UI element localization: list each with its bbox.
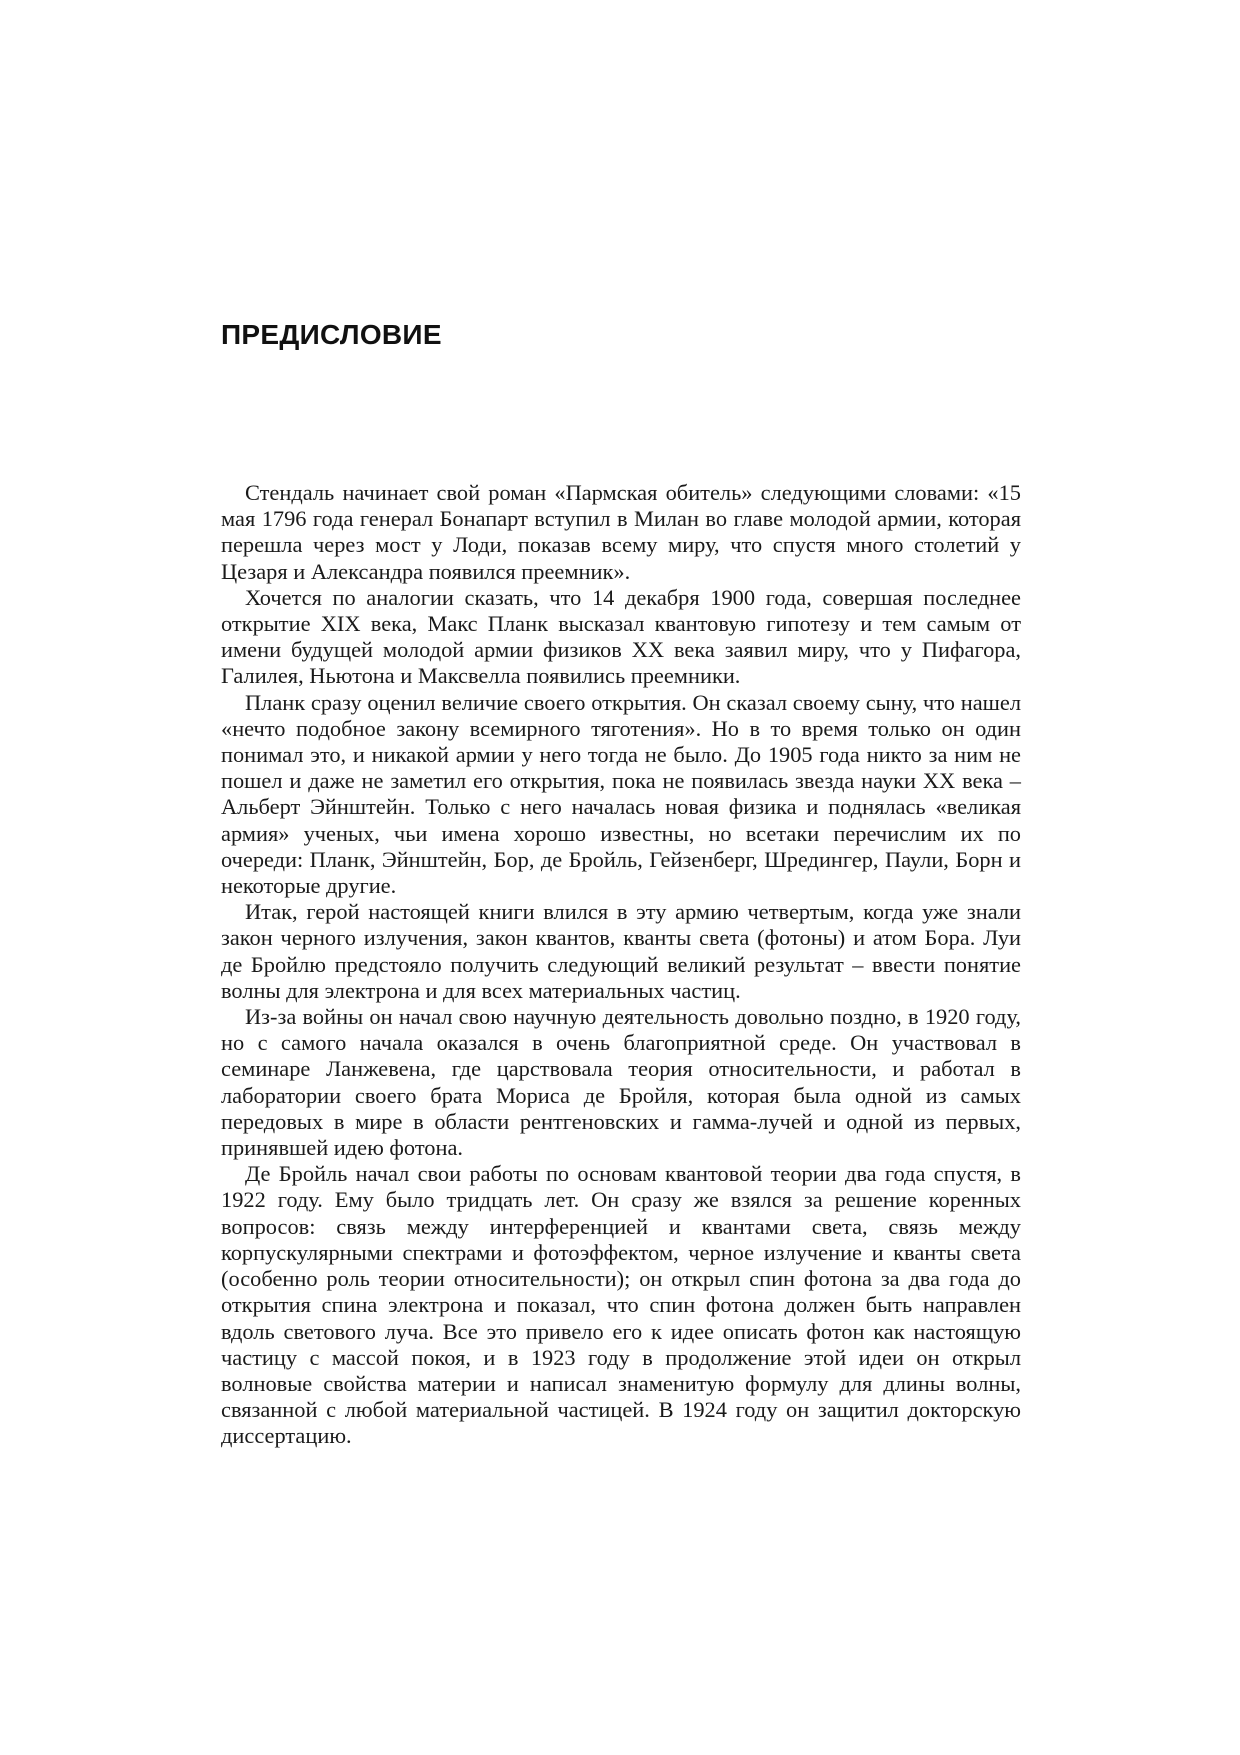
chapter-heading: ПРЕДИСЛОВИЕ [221, 319, 442, 350]
body-text [221, 480, 1021, 1450]
paragraph: Итак, герой настоящей книги влился в эту армию четвертым, когда уже знали закон черного излучения, закон квантов, кванты света (фотоны) и атом Бора. Луи де Бройлю предстояло получить следующий великий результат – ввести понятие волны для электрона и для всех материальных частиц. [221, 899, 1021, 1003]
paragraph: Де Бройль начал свои работы по основам квантовой теории два года спустя, в 1922 году. Ему было тридцать лет. Он сразу же взялся за решение коренных вопросов: связь между интерференцией и квантами света, связь между корпускулярными спектрами и фотоэффектом, черное излучение и кванты света (особенно роль теории относительности); он открыл спин фотона за два года до открытия спина электрона и показал, что спин фотона должен быть направлен вдоль светового луча. Все это привело его к идее описать фотон как настоящую частицу с массой покоя, и в 1923 году в продолжение этой идеи он открыл волновые свойства материи и написал знаменитую формулу для длины волны, связанной с любой материальной частицей. В 1924 году он защитил докторскую диссертацию. [221, 1161, 1021, 1449]
paragraph: Планк сразу оценил величие своего открытия. Он сказал своему сыну, что нашел «нечто подобное закону всемирного тяготения». Но в то время только он один понимал это, и никакой армии у него тогда не было. До 1905 года никто за ним не пошел и даже не заметил его открытия, пока не появилась звезда науки XX века – Альберт Эйнштейн. Только с него началась новая физика и поднялась «великая армия» ученых, чьи имена хорошо известны, но всетаки перечислим их по очереди: Планк, Эйнштейн, Бор, де Бройль, Гейзенберг, Шредингер, Паули, Борн и некоторые другие. [221, 689, 1021, 899]
paragraph: Из-за войны он начал свою научную деятельность довольно поздно, в 1920 году, но с самого начала оказался в очень благоприятной среде. Он участвовал в семинаре Ланжевена, где царствовала теория относительности, и работал в лаборатории своего брата Мориса де Бройля, которая была одной из самых передовых в мире в области рентгеновских и гамма-лучей и одной из первых, принявшей идею фотона. [221, 1004, 1021, 1161]
paragraph: Стендаль начинает свой роман «Пармская обитель» следующими словами: «15 мая 1796 года генерал Бонапарт вступил в Милан во главе молодой армии, которая перешла через мост у Лоди, показав всему миру, что спустя много столетий у Цезаря и Александра появился преемник». [221, 480, 1021, 584]
paragraph: Хочется по аналогии сказать, что 14 декабря 1900 года, совершая последнее открытие XIX века, Макс Планк высказал квантовую гипотезу и тем самым от имени будущей молодой армии физиков XX века заявил миру, что у Пифагора, Галилея, Ньютона и Максвелла появились преемники. [221, 584, 1021, 689]
